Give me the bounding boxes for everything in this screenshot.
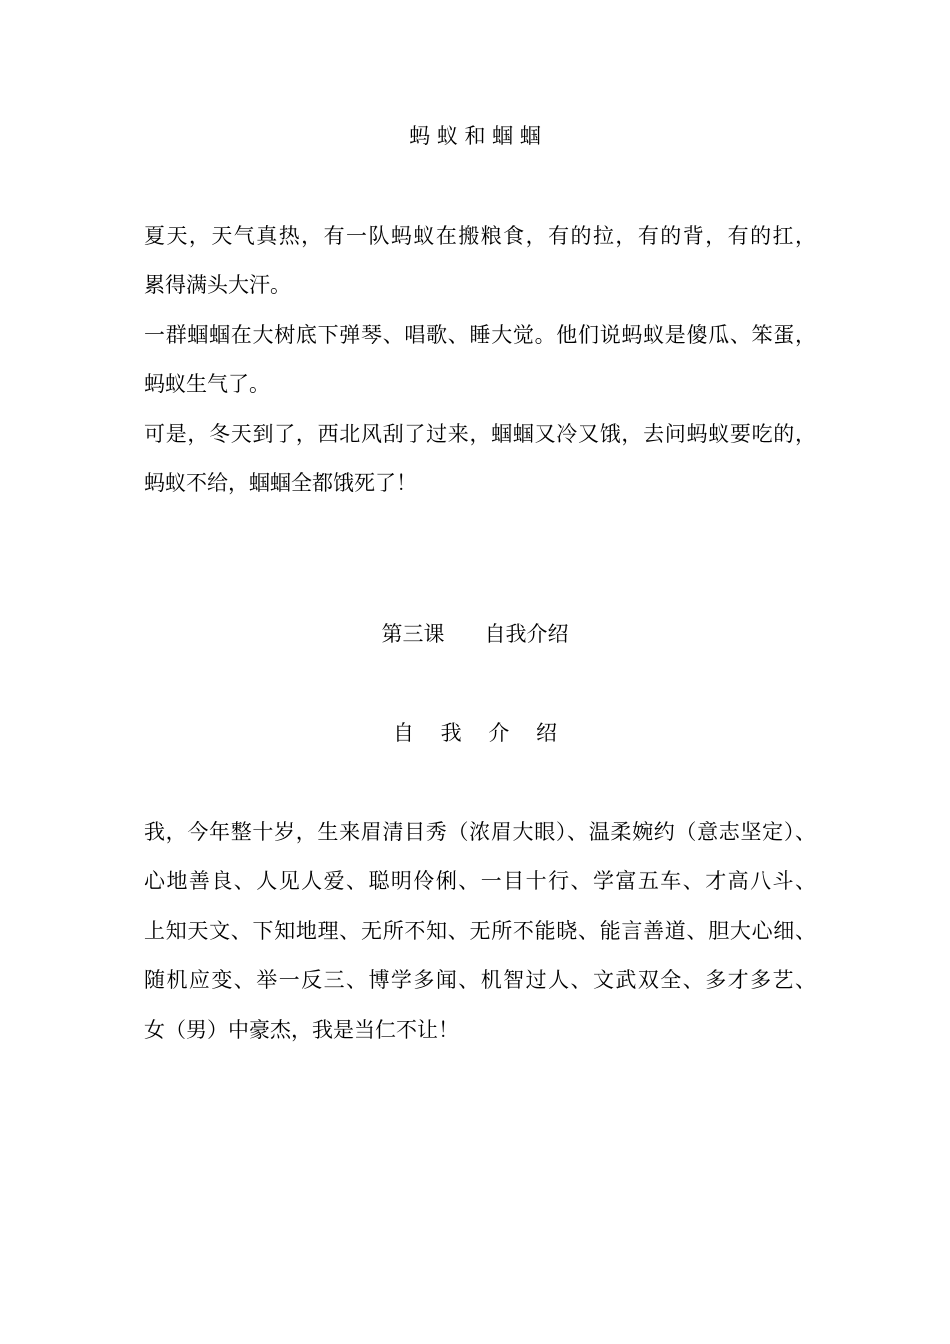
lesson-paragraph-line: 随机应变、举一反三、博学多闻、机智过人、文武双全、多才多艺、 bbox=[144, 968, 816, 992]
lesson-paragraph-line: 女（男）中豪杰，我是当仁不让！ bbox=[144, 1018, 459, 1042]
story-paragraph-line: 一群蝈蝈在大树底下弹琴、唱歌、睡大觉。他们说蚂蚁是傻瓜、笨蛋， bbox=[144, 323, 816, 347]
lesson-paragraph-line: 心地善良、人见人爱、聪明伶俐、一目十行、学富五车、才高八斗、 bbox=[144, 869, 816, 893]
story-paragraph-line: 夏天，天气真热，有一队蚂蚁在搬粮食，有的拉，有的背，有的扛， bbox=[144, 224, 816, 248]
story-paragraph-line: 蚂蚁不给，蝈蝈全都饿死了！ bbox=[144, 471, 417, 495]
story-paragraph-line: 蚂蚁生气了。 bbox=[144, 372, 270, 396]
story-paragraph-line: 累得满头大汗。 bbox=[144, 273, 291, 297]
story-paragraph-line: 可是，冬天到了，西北风刮了过来，蝈蝈又冷又饿，去问蚂蚁要吃的， bbox=[144, 422, 816, 446]
lesson-paragraph-line: 上知天文、下知地理、无所不知、无所不能晓、能言善道、胆大心细、 bbox=[144, 919, 816, 943]
lesson-heading: 第三课 自我介绍 bbox=[381, 622, 569, 646]
lesson-paragraph-line: 我，今年整十岁，生来眉清目秀（浓眉大眼）、温柔婉约（意志坚定）、 bbox=[144, 820, 816, 844]
story-title: 蚂 蚁 和 蝈 蝈 bbox=[409, 124, 541, 148]
lesson-title: 自 我 介 绍 bbox=[392, 721, 558, 745]
